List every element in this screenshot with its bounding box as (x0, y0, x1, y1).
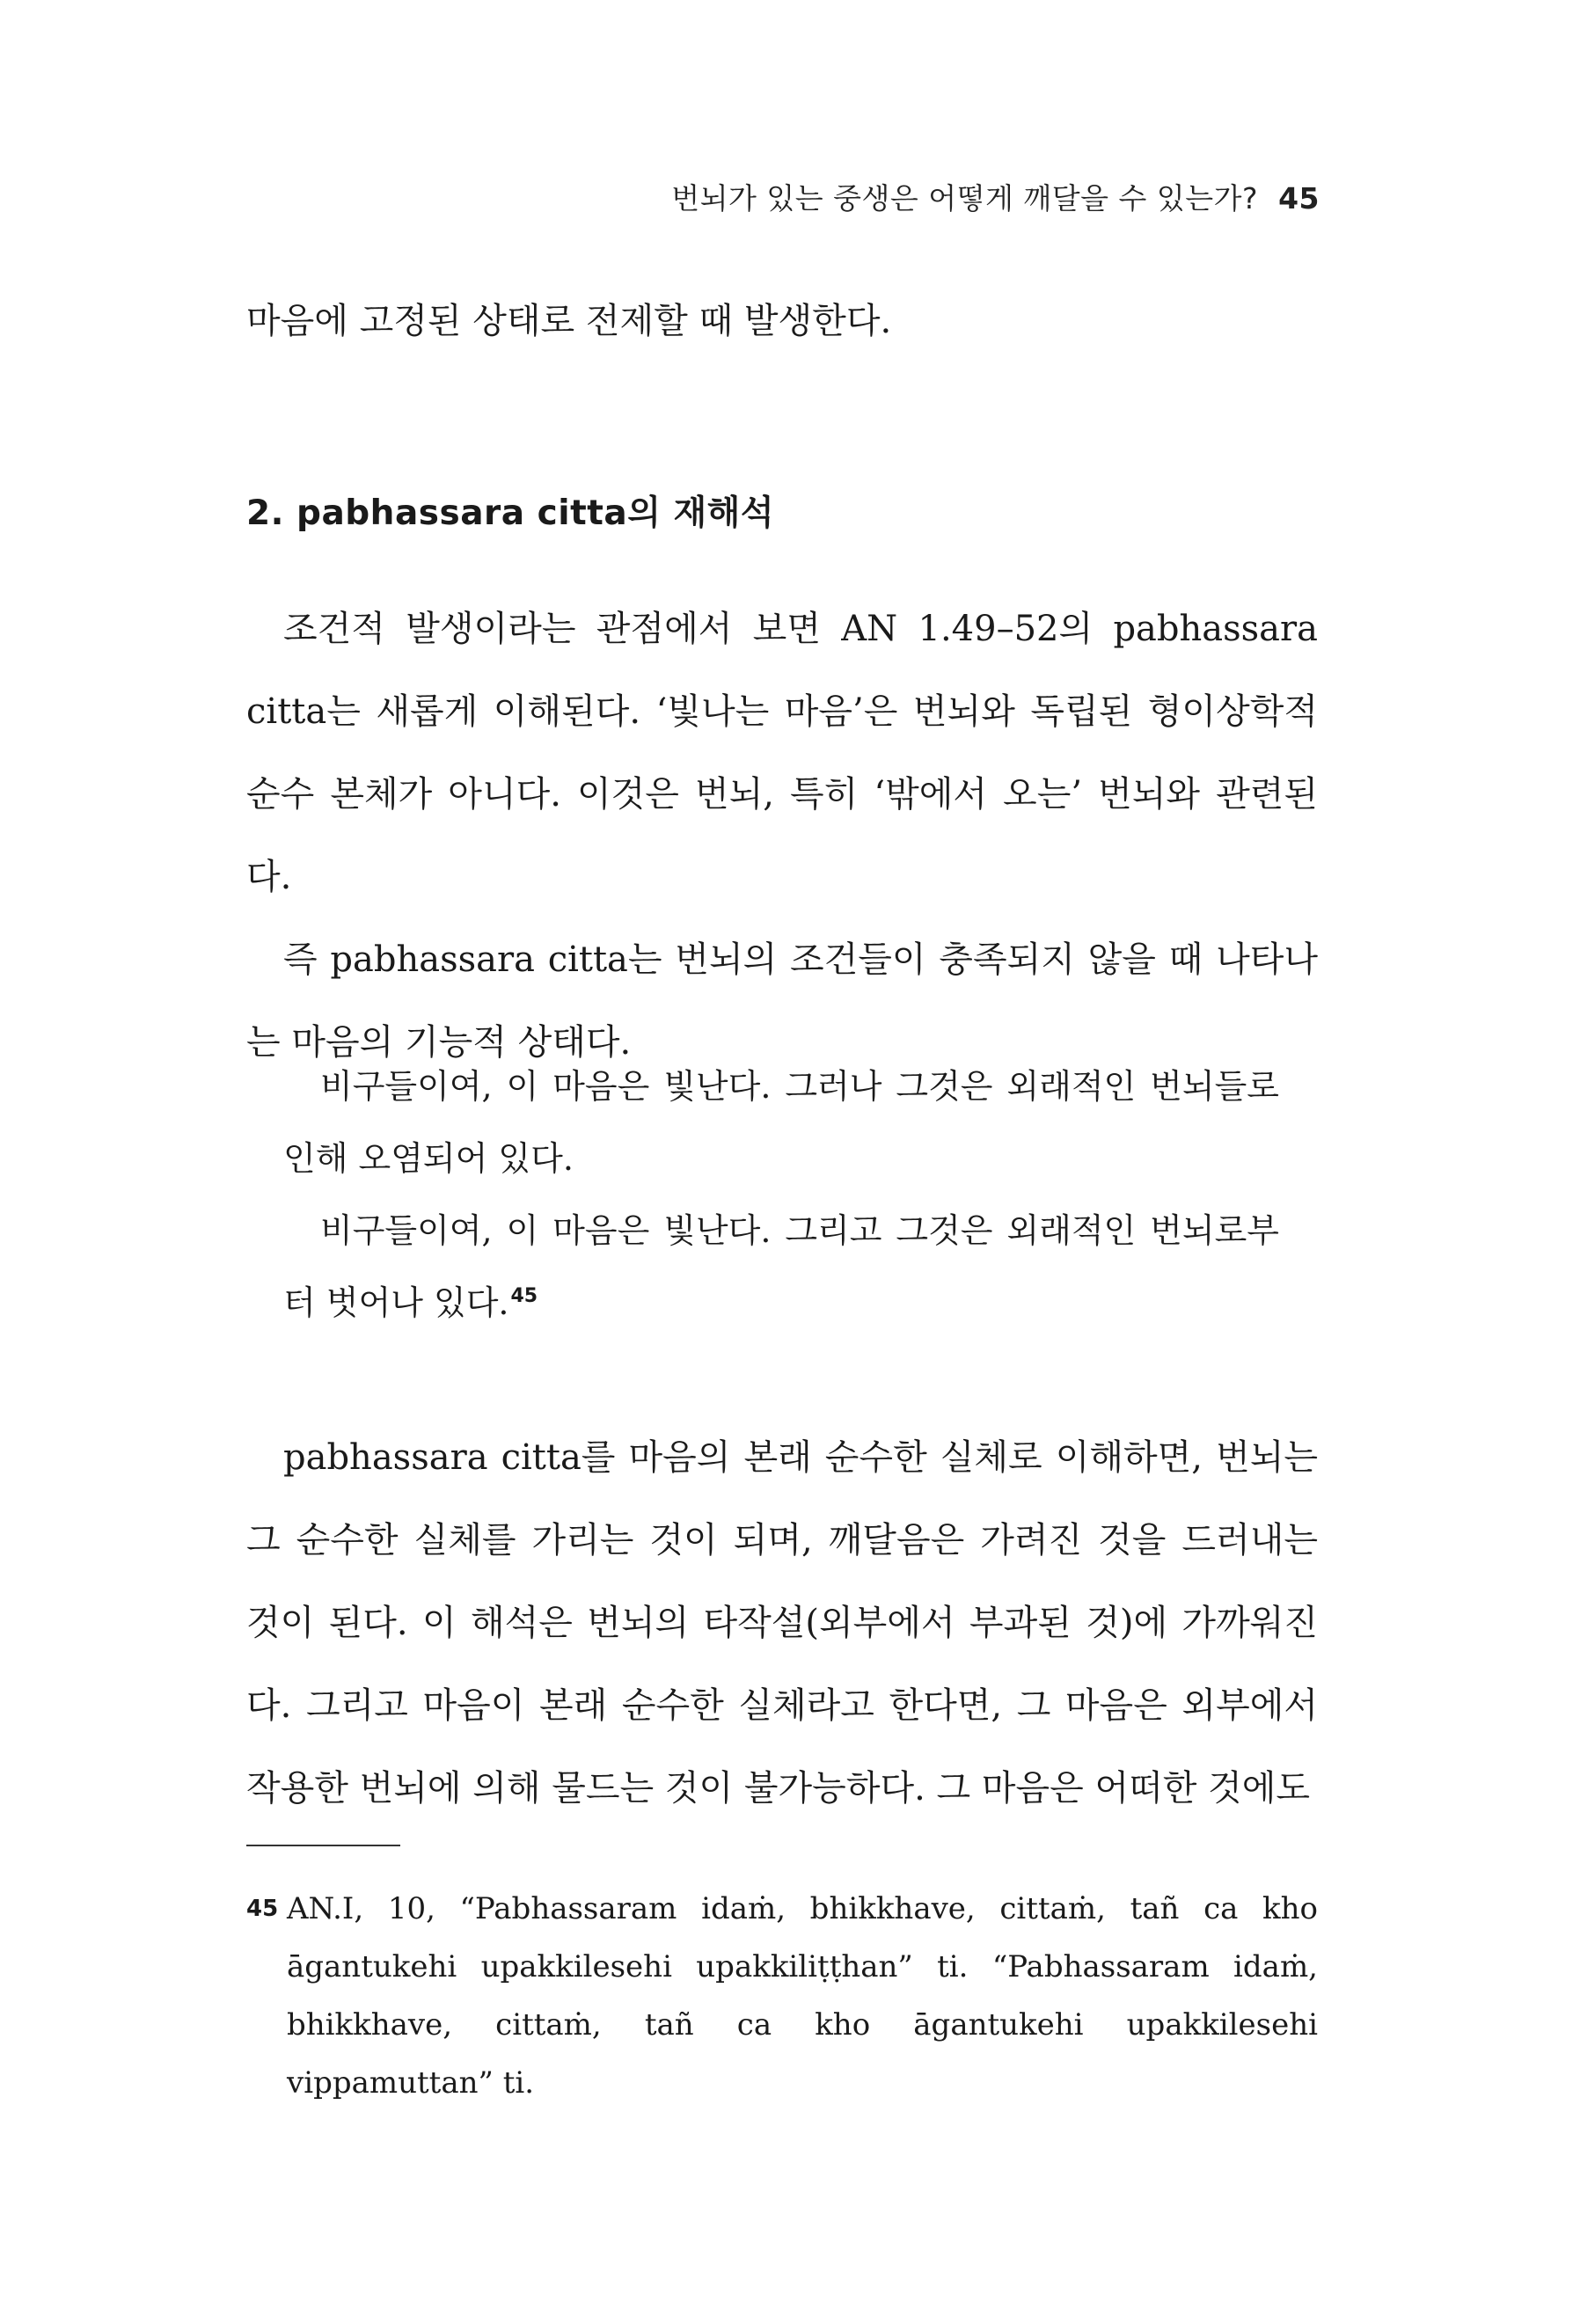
footnote-divider (246, 1845, 400, 1846)
running-title: 번뇌가 있는 중생은 어떻게 깨달을 수 있는가? (671, 181, 1259, 216)
section-heading: 2. pabhassara citta의 재해석 (246, 493, 774, 533)
body-paragraph-3 (246, 1416, 1318, 1830)
intro-paragraph (246, 280, 1318, 362)
intro-text: 마음에 고정된 상태로 전제할 때 발생한다. (246, 301, 892, 341)
paragraph-1-text: 조건적 발생이라는 관점에서 보면 AN 1.49–52의 pabhassara citta는 새롭게 이해된다. ‘빛나는 마음’은 번뇌와 독립된 형이상학적 순수 본체가 아니다. 이것은 번뇌, 특히 ‘밖에서 오는’ 번뇌와 관련된다. (246, 609, 1318, 897)
quote-line-2 (283, 1195, 1279, 1339)
block-quote (283, 1050, 1279, 1339)
page-number: 45 (1278, 181, 1320, 216)
footnote-reference[interactable]: 45 (510, 1285, 538, 1307)
body-paragraph-1 (246, 588, 1318, 1084)
running-header (671, 176, 1320, 217)
footnote-number: 45 (246, 1896, 279, 1922)
footnote (246, 1880, 1318, 2112)
quote-line-2-text: 비구들이여, 이 마음은 빛난다. 그리고 그것은 외래적인 번뇌로부터 벗어나 있다. (283, 1211, 1279, 1322)
paragraph-2-text: 즉 pabhassara citta는 번뇌의 조건들이 충족되지 않을 때 나타나는 마음의 기능적 상태다. (246, 939, 1318, 1063)
footnote-text: AN.I, 10, “Pabhassaram idaṁ, bhikkhave, cittaṁ, tañ ca kho āgantukehi upakkilesehi upakkiliṭṭhan” ti. “Pabhassaram idaṁ, bhikkhave, cittaṁ, tañ ca kho āgantukehi upakkilesehi vippamuttan” ti. (287, 1891, 1318, 2101)
quote-line-1: 비구들이여, 이 마음은 빛난다. 그러나 그것은 외래적인 번뇌들로 인해 오염되어 있다. (283, 1067, 1279, 1178)
paragraph-3-text: pabhassara citta를 마음의 본래 순수한 실체로 이해하면, 번뇌는 그 순수한 실체를 가리는 것이 되며, 깨달음은 가려진 것을 드러내는 것이 된다. 이 해석은 번뇌의 타작설(외부에서 부과된 것)에 가까워진다. 그리고 마음이 본래 순수한 실체라고 한다면, 그 마음은 외부에서 작용한 번뇌에 의해 물드는 것이 불가능하다. 그 마음은 어떠한 것에도 (246, 1437, 1318, 1809)
